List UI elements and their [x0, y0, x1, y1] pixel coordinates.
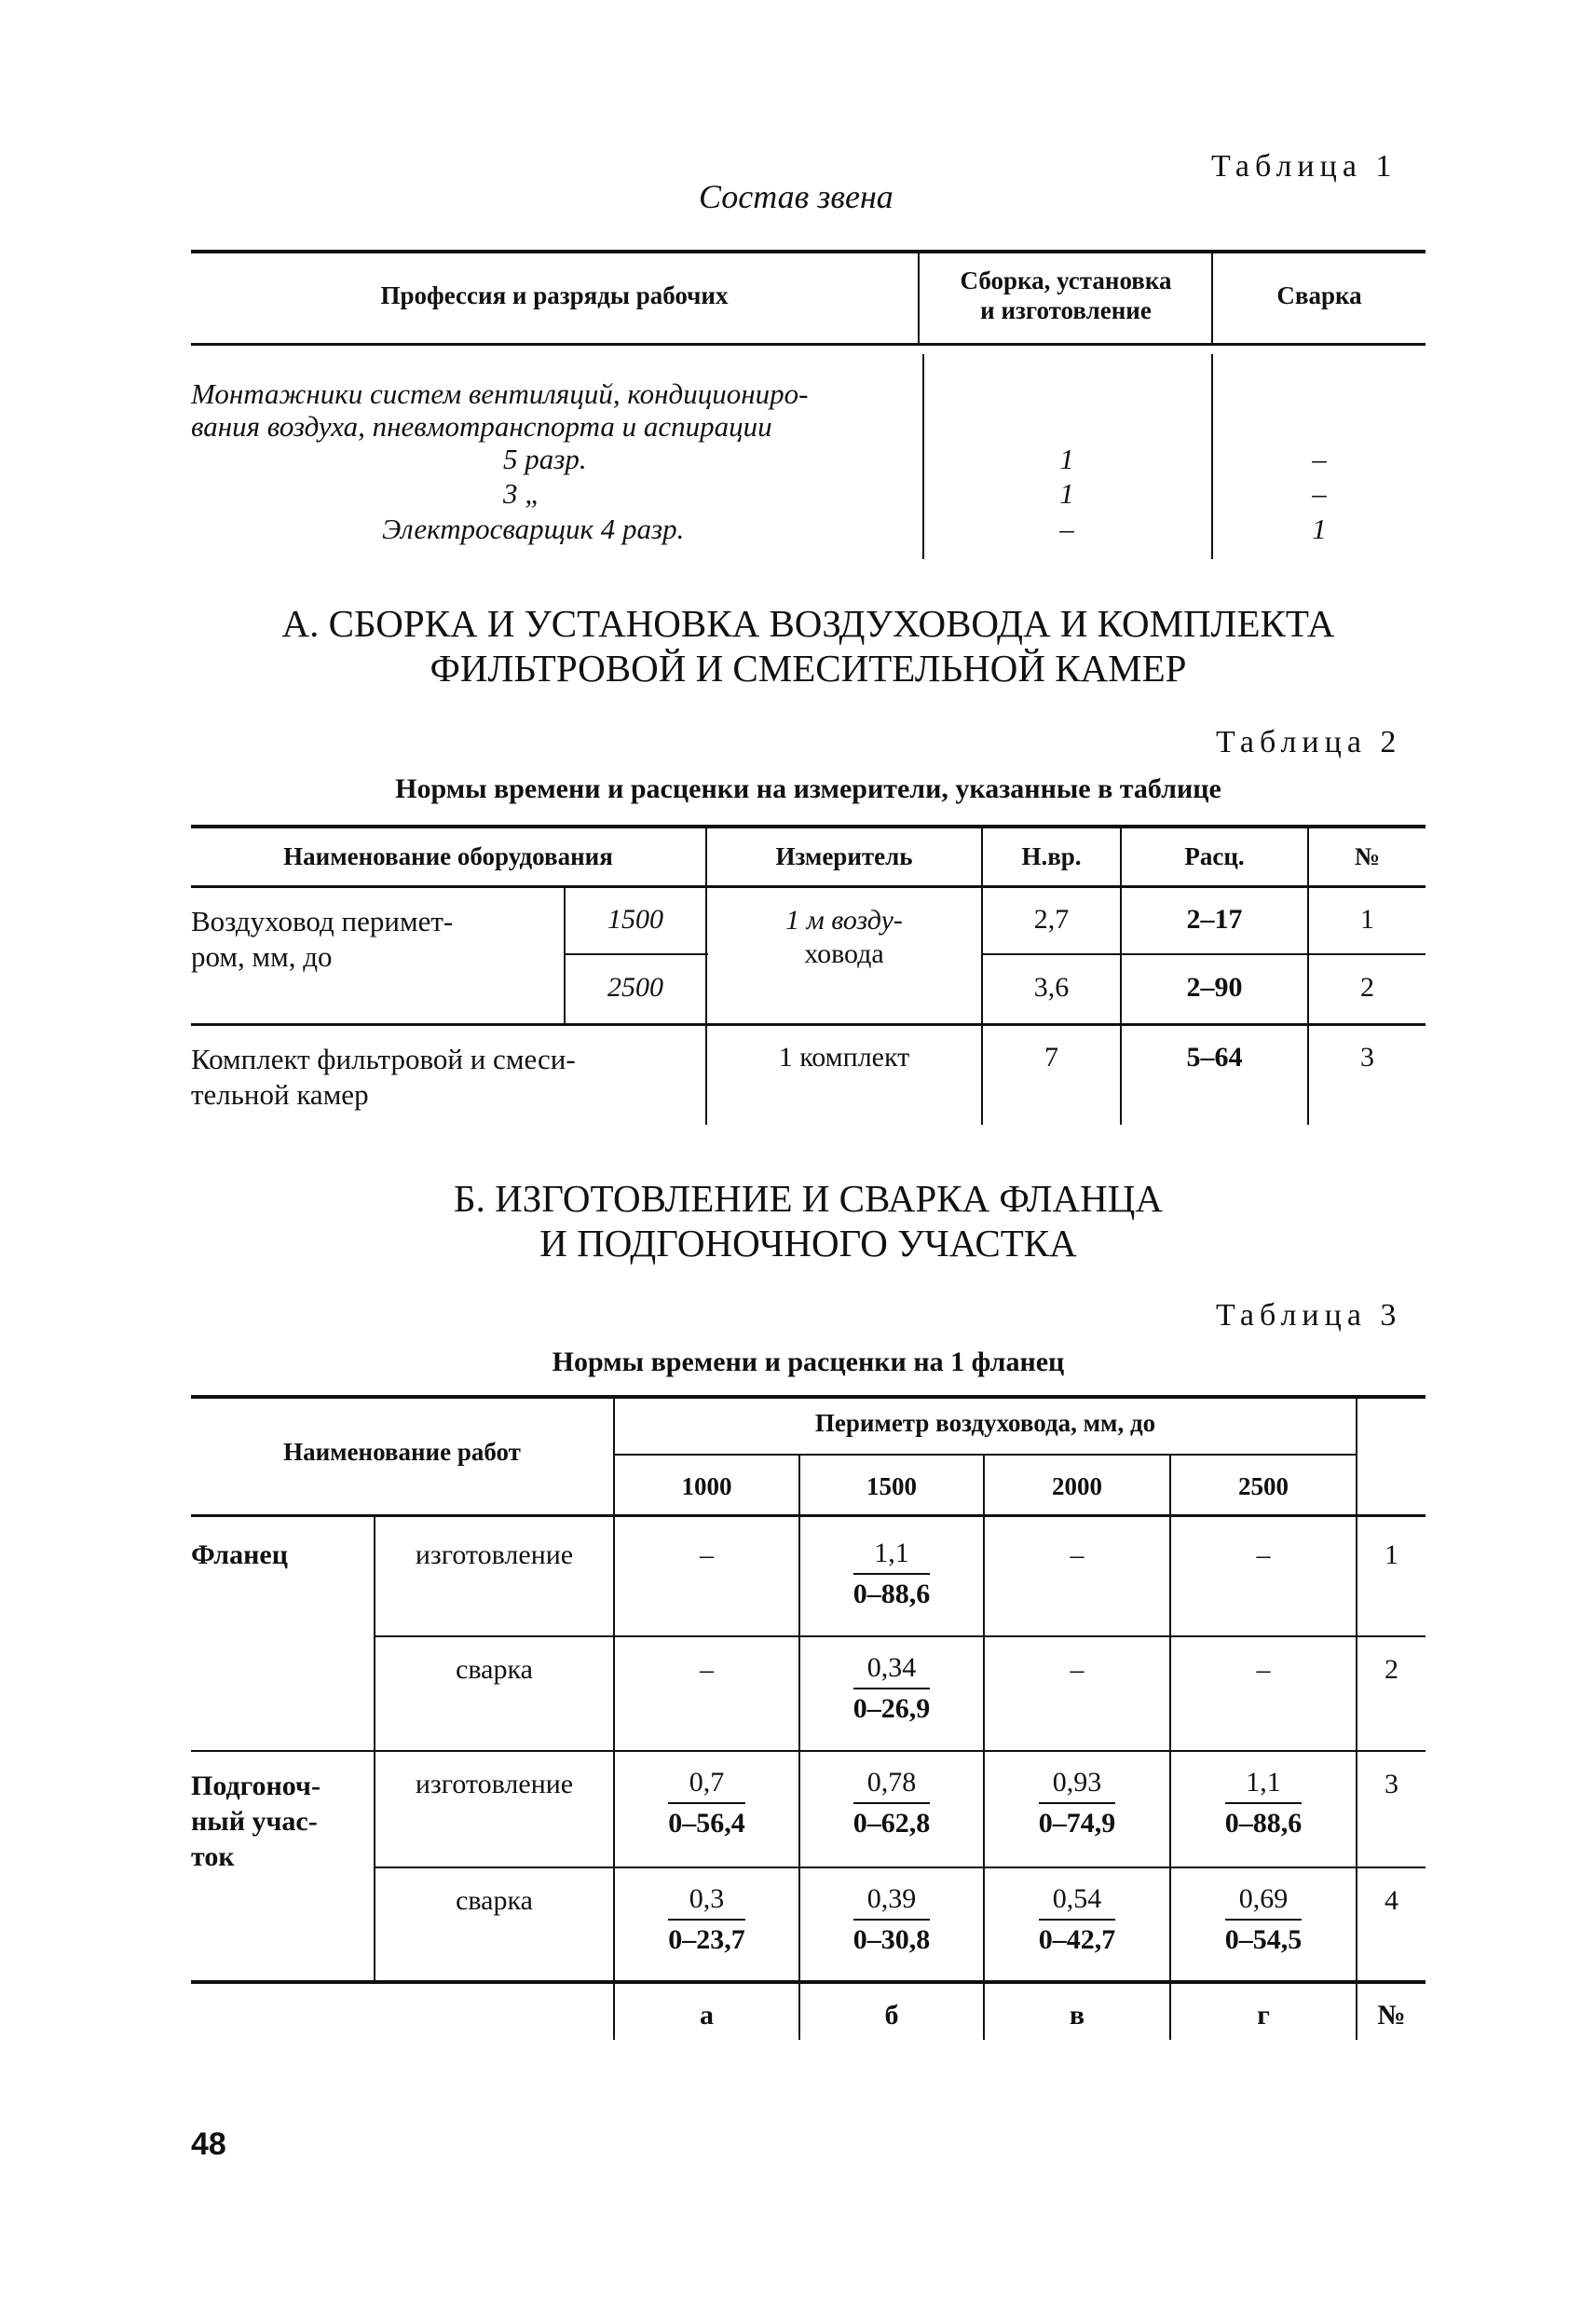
table3-row3-b-rate: 0–62,8 [853, 1808, 931, 1839]
table3-row4-b-norm: 0,39 [853, 1883, 931, 1921]
table2-duct-name [191, 904, 453, 975]
table2-kit-rate: 5–64 [1186, 1042, 1243, 1073]
table1-label: Таблица 1 [1211, 149, 1398, 184]
table3-footer-b: б [884, 2000, 899, 2031]
table3-perimeter-1500: 1500 [866, 1472, 917, 1500]
table1-header-assembly-line1: Сборка, установка [960, 267, 1172, 294]
table2-header-unit: Измеритель [775, 842, 913, 870]
section-b-line1: Б. ИЗГОТОВЛЕНИЕ И СВАРКА ФЛАНЦА [454, 1177, 1163, 1220]
table1-row2-welding: – [1312, 477, 1327, 510]
table3-row4-c [985, 1883, 1169, 1956]
table3-row4-a-rate: 0–23,7 [668, 1924, 745, 1955]
table3-group-flange: Фланец [191, 1539, 288, 1570]
table1-row3-name: Электросварщик 4 разр. [382, 513, 685, 545]
table2-kit-unit: 1 комплект [778, 1042, 910, 1073]
table3-row2-a: – [700, 1654, 714, 1685]
table3-group-fitting-line3: ток [191, 1841, 235, 1872]
table3-group-fitting [191, 1769, 321, 1875]
table3-row4-b [800, 1883, 983, 1956]
table3-row3-d-norm: 1,1 [1225, 1767, 1303, 1804]
table2-header-rate: Расц. [1184, 842, 1245, 870]
table3-row3-c-norm: 0,93 [1039, 1767, 1116, 1804]
table3-perimeter-2500: 2500 [1238, 1472, 1289, 1500]
table3-row1-no: 1 [1385, 1539, 1398, 1570]
table2-kit-name-line1: Комплект фильтровой и смеси- [191, 1043, 576, 1075]
table3-row3-op: изготовление [415, 1769, 574, 1799]
table1-profession-line2: вания воздуха, пневмотранспорта и аспирации [191, 410, 772, 443]
table2-row2-no: 2 [1360, 972, 1374, 1003]
table1-title: Состав звена [699, 178, 893, 215]
table2-duct-unit-line2: ховода [804, 938, 884, 969]
table3-row3-b-norm: 0,78 [853, 1767, 931, 1804]
page-number: 48 [191, 2126, 226, 2162]
section-a-line2: ФИЛЬТРОВОЙ И СМЕСИТЕЛЬНОЙ КАМЕР [430, 647, 1187, 690]
table3-footer-no: № [1377, 2000, 1406, 2031]
table2-kit-no: 3 [1360, 1042, 1374, 1073]
table3-group-fitting-line1: Подгоноч- [191, 1771, 321, 1801]
table3-row4-no: 4 [1385, 1885, 1398, 1916]
section-b-heading [191, 1176, 1425, 1265]
table3-row4-a-norm: 0,3 [668, 1883, 745, 1921]
table3-row4-a [615, 1883, 798, 1956]
table3-row2-c: – [1070, 1654, 1084, 1685]
table3-row4-d [1171, 1883, 1356, 1956]
table3-footer-c: в [1069, 2000, 1085, 2031]
table3-row3-a-rate: 0–56,4 [668, 1808, 745, 1839]
table1-row1-name: 5 разр. [503, 443, 587, 475]
table2-duct-name-line1: Воздуховод перимет- [191, 905, 454, 937]
table2-kit-norm: 7 [1044, 1042, 1058, 1073]
table3-row1-c: – [1070, 1539, 1084, 1570]
table3-row2-d: – [1256, 1654, 1271, 1685]
table3-row3-d [1171, 1767, 1356, 1839]
table2-label: Таблица 2 [1216, 725, 1402, 759]
table2-row2-size: 2500 [607, 972, 663, 1003]
table3-row3-d-rate: 0–88,6 [1224, 1808, 1303, 1839]
section-b-line2: И ПОДГОНОЧНОГО УЧАСТКА [539, 1222, 1077, 1265]
table1-profession-line1: Монтажники систем вентиляций, кондициониро- [191, 377, 809, 410]
table2-row2-norm: 3,6 [1033, 972, 1070, 1003]
table2-duct-name-line2: ром, мм, до [191, 940, 333, 973]
table1-header-assembly [921, 266, 1211, 325]
table3-title: Нормы времени и расценки на 1 фланец [552, 1347, 1065, 1377]
table3-footer-a: а [700, 2000, 714, 2031]
table3-row1-b-rate: 0–88,6 [853, 1579, 931, 1609]
table3-row3-c-rate: 0–74,9 [1038, 1808, 1116, 1839]
table3-row1-b [800, 1538, 983, 1610]
table3-header-work: Наименование работ [283, 1438, 521, 1466]
table1-row3-welding: 1 [1312, 513, 1327, 545]
table3-perimeter-2000: 2000 [1052, 1472, 1102, 1500]
table2-kit-name-line2: тельной камер [191, 1078, 369, 1111]
table3-row3-a-norm: 0,7 [668, 1767, 745, 1804]
table3-row3-a [615, 1767, 798, 1839]
table3-row1-b-norm: 1,1 [853, 1538, 931, 1575]
table2-duct-unit [707, 904, 981, 971]
table3-row4-d-rate: 0–54,5 [1224, 1924, 1303, 1955]
table3-row1-op: изготовление [415, 1539, 574, 1570]
table2-title: Нормы времени и расценки на измерители, указанные в таблице [395, 773, 1221, 804]
table3-row4-op: сварка [456, 1885, 533, 1916]
table2-header-norm: Н.вр. [1021, 842, 1082, 870]
table1-row2-name: 3 „ [503, 477, 541, 510]
table3-row2-b-rate: 0–26,9 [853, 1693, 931, 1724]
table2-duct-unit-line1: 1 м возду- [785, 905, 903, 936]
table3-label: Таблица 3 [1216, 1298, 1402, 1333]
table3-row3-c [985, 1767, 1169, 1839]
table2-row1-no: 1 [1360, 904, 1374, 935]
table3-footer-d: г [1257, 2000, 1270, 2031]
table2-row1-size: 1500 [607, 904, 663, 935]
table3-row2-no: 2 [1385, 1654, 1398, 1685]
table3-row3-no: 3 [1385, 1769, 1398, 1799]
section-a-line1: А. СБОРКА И УСТАНОВКА ВОЗДУХОВОДА И КОМПЛЕКТА [281, 602, 1335, 645]
table3-group-fitting-line2: ный учас- [191, 1806, 318, 1837]
table3-header-perimeter: Периметр воздуховода, мм, до [814, 1409, 1156, 1437]
table2-header-no: № [1354, 842, 1381, 870]
table2-kit-name [191, 1042, 576, 1113]
table1-header-assembly-line2: и изготовление [980, 296, 1152, 324]
table2-header-name: Наименование оборудования [283, 842, 613, 870]
table3-row4-b-rate: 0–30,8 [853, 1924, 931, 1955]
table2-row1-rate: 2–17 [1186, 904, 1243, 935]
table3-row1-d: – [1256, 1539, 1271, 1570]
table1-header-welding: Сварка [1276, 281, 1362, 309]
table1-header-profession: Профессия и разряды рабочих [380, 281, 729, 309]
table1-row2-assembly: 1 [1059, 477, 1074, 510]
table1-row3-assembly: – [1059, 513, 1074, 545]
table1-row1-assembly: 1 [1059, 443, 1074, 475]
table1-row1-welding: – [1312, 443, 1327, 475]
table3-row2-b-norm: 0,34 [853, 1652, 931, 1689]
table3-row3-b [800, 1767, 983, 1839]
table3-row1-a: – [700, 1539, 714, 1570]
table2-row1-norm: 2,7 [1033, 904, 1070, 935]
table2-row2-rate: 2–90 [1186, 972, 1243, 1003]
table3-row4-c-rate: 0–42,7 [1038, 1924, 1116, 1955]
table3-perimeter-1000: 1000 [681, 1472, 732, 1500]
table3-row2-op: сварка [456, 1654, 533, 1685]
table3-row4-d-norm: 0,69 [1225, 1883, 1303, 1921]
table3-row2-b [800, 1652, 983, 1725]
section-a-heading [191, 601, 1425, 691]
table3-row4-c-norm: 0,54 [1039, 1883, 1116, 1921]
